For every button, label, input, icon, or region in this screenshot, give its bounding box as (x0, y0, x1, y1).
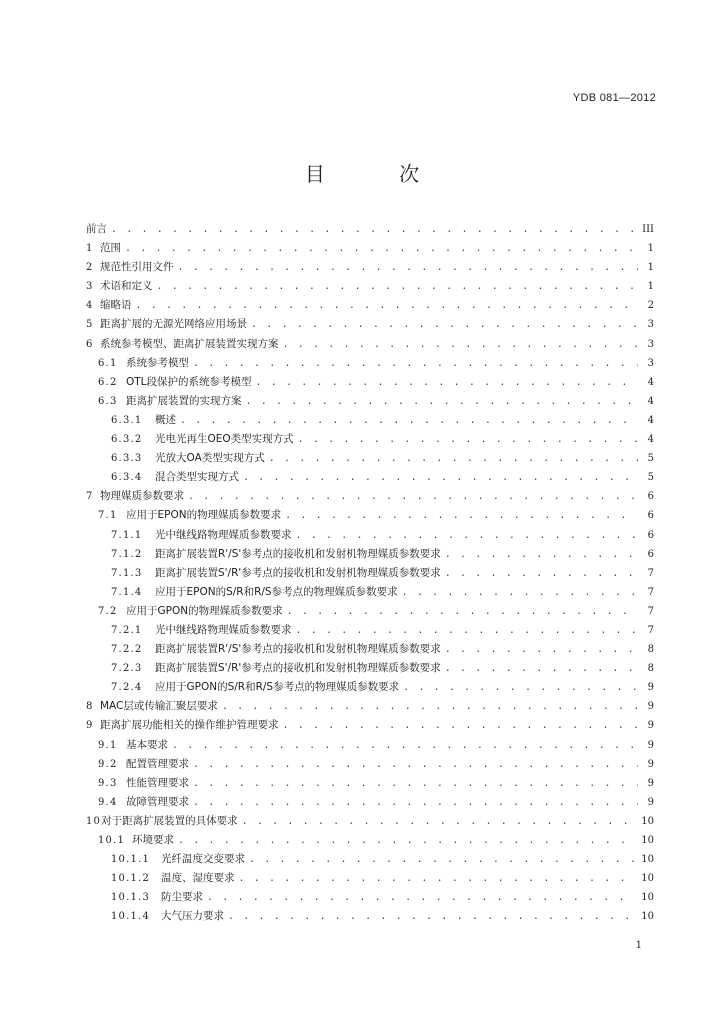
toc-entry-page: 3 (647, 319, 654, 331)
toc-entry-page: 4 (647, 434, 654, 446)
toc-entry[interactable] (86, 335, 654, 354)
toc-entry-title: 前言 (86, 223, 107, 235)
toc-entry-title: 大气压力要求 (161, 910, 224, 923)
toc-entry-title: 温度、湿度要求 (161, 872, 235, 885)
toc-entry-title: 缩略语 (100, 299, 132, 312)
toc-leader-dots (178, 258, 639, 277)
toc-entry[interactable] (86, 258, 654, 277)
toc-leader-dots (125, 239, 638, 258)
toc-leader-dots (445, 659, 638, 678)
toc-entry-number: 7.1.4 (111, 586, 143, 598)
toc-leader-dots (136, 296, 639, 315)
toc-entry-page: 8 (647, 644, 654, 656)
toc-entry-page: 6 (647, 510, 654, 522)
toc-entry-page: 3 (647, 357, 654, 369)
toc-entry[interactable] (86, 468, 654, 487)
document-code: YDB 081—2012 (572, 92, 656, 104)
toc-leader-dots (445, 545, 638, 564)
toc-entry[interactable] (86, 373, 654, 392)
toc-entry[interactable] (86, 659, 654, 678)
toc-entry-page: 10 (641, 911, 654, 923)
page-number: 1 (635, 940, 642, 951)
page-title: 目 次 (304, 162, 454, 186)
toc-entry-number: 10.1 (98, 835, 126, 846)
toc-entry[interactable] (86, 526, 654, 545)
toc-entry-title: 对于距离扩展装置的具体要求 (101, 814, 238, 827)
toc-entry-number: 6.3.4 (111, 472, 143, 484)
toc-leader-dots (178, 831, 635, 850)
toc-leader-dots (256, 373, 638, 392)
toc-entry-title: 距离扩展的无源光网络应用场景 (100, 318, 247, 331)
toc-entry-page: 10 (641, 815, 654, 827)
toc-entry-title: 基本要求 (126, 738, 168, 751)
toc-entry-number: 1 (86, 243, 94, 255)
toc-leader-dots (193, 354, 638, 373)
toc-leader-dots (298, 430, 638, 449)
toc-entry[interactable] (86, 487, 654, 506)
toc-entry-number: 7.2 (98, 605, 118, 617)
toc-entry-number: 6.3.2 (111, 434, 143, 446)
toc-entry-page: 10 (641, 873, 654, 885)
toc-entry-title: 距离扩展功能相关的操作维护管理要求 (100, 719, 279, 732)
toc-entry[interactable] (86, 888, 654, 907)
toc-entry-number: 2 (86, 262, 94, 274)
toc-leader-dots (403, 678, 638, 697)
toc-leader-dots (228, 907, 635, 926)
toc-entry-title: 光放大OA类型实现方式 (155, 452, 265, 465)
toc-entry-number: 10.1.1 (111, 854, 151, 866)
toc-entry-title: 混合类型实现方式 (155, 471, 239, 484)
toc-entry-page: 1 (647, 262, 654, 274)
toc-entry[interactable] (86, 449, 654, 468)
toc-leader-dots (285, 506, 638, 525)
toc-leader-dots (445, 640, 638, 659)
toc-leader-dots (296, 526, 639, 545)
toc-entry-number: 9.2 (98, 758, 118, 770)
toc-entry-title: OTL段保护的系统参考模型 (126, 375, 252, 388)
toc-entry[interactable] (86, 602, 654, 621)
toc-entry-title: 光电光再生OEO类型实现方式 (155, 433, 294, 446)
toc-entry-page: 2 (647, 300, 654, 312)
toc-entry-number: 6 (86, 338, 94, 350)
toc-entry[interactable] (86, 545, 654, 564)
toc-leader-dots (172, 736, 638, 755)
toc-leader-dots (402, 583, 638, 602)
toc-entry-number: 7 (86, 491, 94, 503)
toc-entry-page: 7 (647, 605, 654, 617)
toc-entry-page: 4 (647, 376, 654, 388)
toc-entry-number: 7.1.1 (111, 529, 143, 541)
toc-entry-title: 光中继线路物理媒质参数要求 (155, 528, 292, 541)
toc-entry-page: 9 (647, 701, 654, 713)
toc-entry-number: 10 (86, 815, 102, 827)
toc-entry-page: 1 (647, 281, 654, 293)
toc-entry-page: III (642, 224, 654, 235)
toc-entry[interactable] (86, 354, 654, 373)
toc-leader-dots (157, 277, 639, 296)
toc-entry-page: 8 (647, 663, 654, 675)
toc-entry-number: 6.3 (98, 395, 118, 407)
toc-entry-title: 应用于GPON的S/R和R/S参考点的物理媒质参数要求 (155, 681, 400, 694)
toc-entry[interactable] (86, 716, 654, 735)
toc-entry-title: 术语和定义 (100, 280, 153, 293)
toc-entry[interactable] (86, 831, 654, 850)
toc-entry-title: 应用于EPON的S/R和R/S参考点的物理媒质参数要求 (155, 585, 398, 598)
toc-entry[interactable] (86, 564, 654, 583)
toc-entry-page: 6 (647, 529, 654, 541)
toc-entry-title: 系统参考模型、距离扩展装置实现方案 (100, 337, 279, 350)
toc-entry-number: 6.2 (98, 376, 118, 388)
toc-entry-page: 5 (647, 472, 654, 484)
toc-entry-number: 9.1 (98, 739, 118, 751)
toc-leader-dots (243, 468, 638, 487)
toc-leader-dots (445, 564, 638, 583)
toc-entry-number: 3 (86, 281, 94, 293)
toc-leader-dots (283, 335, 639, 354)
toc-leader-dots (251, 315, 638, 334)
toc-entry-title: 性能管理要求 (126, 776, 189, 789)
toc-entry[interactable] (86, 296, 654, 315)
toc-entry-title: 距离扩展装置的实现方案 (126, 394, 242, 407)
toc-entry-number: 7.2.1 (111, 624, 143, 636)
toc-entry[interactable] (86, 774, 654, 793)
toc-entry-title: 物理媒质参数要求 (100, 490, 184, 503)
toc-entry-page: 10 (641, 835, 654, 846)
toc-leader-dots (296, 621, 639, 640)
toc-entry-title: 规范性引用文件 (100, 261, 174, 274)
toc-entry-title: 距离扩展装置R'/S'参考点的接收机和发射机物理媒质参数要求 (155, 643, 441, 656)
toc-entry-page: 10 (641, 892, 654, 904)
toc-leader-dots (287, 602, 638, 621)
toc-entry-number: 10.1.2 (111, 873, 151, 885)
toc-entry-number: 5 (86, 319, 94, 331)
toc-entry[interactable] (86, 812, 654, 831)
toc-entry-title: 系统参考模型 (126, 356, 189, 369)
toc-entry-number: 6.3.1 (111, 414, 143, 426)
toc-entry[interactable] (86, 640, 654, 659)
toc-leader-dots (269, 449, 638, 468)
toc-entry[interactable] (86, 793, 654, 812)
toc-entry-number: 4 (86, 300, 94, 312)
toc-entry-page: 9 (647, 739, 654, 751)
toc-entry-title: 范围 (100, 242, 121, 255)
toc-entry[interactable] (86, 277, 654, 296)
toc-entry-title: 防尘要求 (161, 891, 203, 904)
toc-entry[interactable] (86, 907, 654, 926)
toc-leader-dots (249, 850, 635, 869)
toc-entry-number: 9.3 (98, 777, 118, 789)
toc-leader-dots (180, 411, 638, 430)
toc-entry[interactable] (86, 869, 654, 888)
toc-entry-title: 应用于EPON的物理媒质参数要求 (126, 509, 282, 522)
toc-leader-dots (222, 697, 638, 716)
toc-entry-number: 7.1 (98, 510, 118, 522)
toc-entry-number: 6.1 (98, 357, 118, 369)
toc-entry-title: 距离扩展装置R'/S'参考点的接收机和发射机物理媒质参数要求 (155, 547, 441, 560)
toc-entry-number: 9 (86, 720, 94, 732)
table-of-contents (86, 220, 654, 926)
toc-entry[interactable] (86, 315, 654, 334)
toc-entry-title: 概述 (155, 413, 176, 426)
toc-entry-page: 4 (647, 414, 654, 426)
toc-entry-title: 环境要求 (132, 834, 174, 846)
toc-entry-title: 故障管理要求 (126, 795, 189, 808)
toc-entry-title: 光中继线路物理媒质参数要求 (155, 623, 292, 636)
toc-entry[interactable] (86, 697, 654, 716)
toc-leader-dots (188, 487, 638, 506)
toc-entry[interactable] (86, 678, 654, 697)
toc-entry-title: 光纤温度交变要求 (161, 853, 245, 866)
toc-entry-number: 7.1.3 (111, 567, 143, 579)
toc-entry-number: 6.3.3 (111, 453, 143, 465)
toc-entry-page: 7 (647, 567, 654, 579)
toc-entry-page: 1 (647, 243, 654, 255)
toc-entry[interactable] (86, 430, 654, 449)
toc-entry-page: 6 (647, 491, 654, 503)
toc-entry-number: 7.1.2 (111, 548, 143, 560)
toc-entry[interactable] (86, 755, 654, 774)
toc-entry-page: 4 (647, 395, 654, 407)
toc-entry-number: 7.2.2 (111, 644, 143, 656)
toc-leader-dots (193, 774, 638, 793)
toc-leader-dots (283, 716, 639, 735)
toc-entry-number: 10.1.3 (111, 892, 151, 904)
toc-leader-dots (242, 812, 636, 831)
toc-entry-number: 10.1.4 (111, 911, 151, 923)
toc-entry-title: 配置管理要求 (126, 757, 189, 770)
toc-entry-title: 距离扩展装置S'/R'参考点的接收机和发射机物理媒质参数要求 (155, 566, 441, 579)
toc-entry-page: 9 (647, 682, 654, 694)
toc-leader-dots (111, 220, 636, 239)
toc-entry-title: MAC层或传输汇聚层要求 (100, 700, 218, 713)
toc-leader-dots (207, 888, 635, 907)
toc-entry-page: 9 (647, 777, 654, 789)
toc-entry-page: 9 (647, 796, 654, 808)
toc-entry-page: 9 (647, 720, 654, 732)
toc-leader-dots (193, 793, 638, 812)
toc-entry[interactable] (86, 220, 654, 239)
toc-entry-page: 10 (641, 854, 654, 866)
toc-entry[interactable] (86, 239, 654, 258)
toc-entry-page: 7 (647, 624, 654, 636)
toc-entry-number: 8 (86, 701, 94, 713)
toc-entry-page: 5 (647, 453, 654, 465)
toc-entry-page: 9 (647, 758, 654, 770)
toc-entry-number: 9.4 (98, 796, 118, 808)
toc-entry[interactable] (86, 392, 654, 411)
toc-entry[interactable] (86, 850, 654, 869)
toc-leader-dots (193, 755, 638, 774)
toc-entry[interactable] (86, 736, 654, 755)
toc-entry[interactable] (86, 506, 654, 525)
toc-entry-number: 7.2.4 (111, 682, 143, 694)
toc-entry-page: 3 (647, 338, 654, 350)
toc-entry-title: 应用于GPON的物理媒质参数要求 (126, 604, 283, 617)
toc-entry[interactable] (86, 583, 654, 602)
toc-entry-page: 6 (647, 548, 654, 560)
toc-leader-dots (239, 869, 636, 888)
toc-entry-page: 7 (647, 586, 654, 598)
toc-entry-number: 7.2.3 (111, 663, 143, 675)
toc-leader-dots (246, 392, 639, 411)
toc-entry[interactable] (86, 621, 654, 640)
toc-entry-title: 距离扩展装置S'/R'参考点的接收机和发射机物理媒质参数要求 (155, 662, 441, 675)
toc-entry[interactable] (86, 411, 654, 430)
